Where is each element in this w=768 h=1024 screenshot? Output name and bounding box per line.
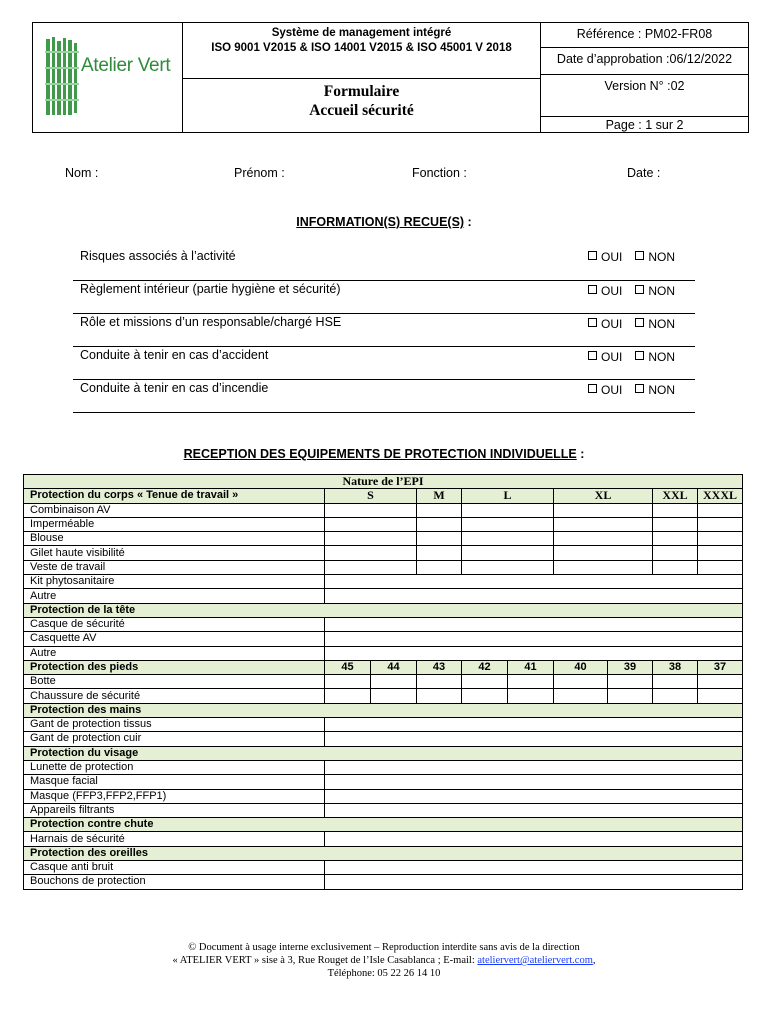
table-row xyxy=(24,675,743,689)
category-row xyxy=(24,489,743,503)
non-option[interactable]: NON xyxy=(635,250,675,264)
size-header: S xyxy=(325,489,417,503)
table-row xyxy=(24,503,743,517)
epi-item-label: Botte xyxy=(24,675,325,689)
oui-option[interactable]: OUI xyxy=(588,383,622,397)
entry-cell[interactable] xyxy=(325,632,743,646)
size-entry-cell[interactable] xyxy=(325,689,371,703)
size-entry-cell[interactable] xyxy=(371,689,417,703)
logo-cell xyxy=(33,23,183,132)
size-entry-cell[interactable] xyxy=(508,675,554,689)
size-entry-cell[interactable] xyxy=(462,517,554,531)
oui-option[interactable]: OUI xyxy=(588,317,622,331)
category-row xyxy=(24,603,743,617)
checkbox-icon[interactable] xyxy=(635,351,644,360)
size-entry-cell[interactable] xyxy=(462,546,554,560)
document-header xyxy=(32,22,749,133)
info-section-title: INFORMATION(S) RECUE(S) : xyxy=(296,215,472,229)
table-row xyxy=(24,775,743,789)
prenom-label: Prénom : xyxy=(234,166,285,180)
size-entry-cell[interactable] xyxy=(608,689,653,703)
size-entry-cell[interactable] xyxy=(325,517,417,531)
table-row xyxy=(24,532,743,546)
yes-no-options xyxy=(588,350,675,364)
form-title-cell xyxy=(183,79,541,132)
epi-item-label: Masque facial xyxy=(24,775,325,789)
entry-cell[interactable] xyxy=(325,760,743,774)
non-option[interactable]: NON xyxy=(635,350,675,364)
info-row xyxy=(73,380,695,413)
info-row xyxy=(73,347,695,380)
size-entry-cell[interactable] xyxy=(554,675,608,689)
info-question: Règlement intérieur (partie hygiène et sécurité) xyxy=(80,282,341,296)
shoe-size-header: 40 xyxy=(554,660,608,674)
email-link[interactable]: ateliervert@ateliervert.com xyxy=(477,955,593,966)
info-row xyxy=(73,314,695,347)
epi-item-label: Lunette de protection xyxy=(24,760,325,774)
checkbox-icon[interactable] xyxy=(635,285,644,294)
entry-cell[interactable] xyxy=(325,861,743,875)
epi-item-label: Casque de sécurité xyxy=(24,617,325,631)
size-entry-cell[interactable] xyxy=(698,546,743,560)
version: Version N° :02 xyxy=(541,75,748,117)
size-entry-cell[interactable] xyxy=(462,689,508,703)
category-label: Protection du corps « Tenue de travail » xyxy=(24,489,325,503)
size-entry-cell[interactable] xyxy=(653,560,698,574)
size-entry-cell[interactable] xyxy=(653,532,698,546)
epi-item-label: Harnais de sécurité xyxy=(24,832,325,846)
epi-item-label: Gant de protection tissus xyxy=(24,718,325,732)
size-entry-cell[interactable] xyxy=(608,675,653,689)
size-entry-cell[interactable] xyxy=(325,503,417,517)
info-question: Conduite à tenir en cas d’accident xyxy=(80,348,269,362)
size-entry-cell[interactable] xyxy=(698,675,743,689)
logo-text: Atelier Vert xyxy=(81,55,171,76)
epi-item-label: Blouse xyxy=(24,532,325,546)
category-label: Protection des oreilles xyxy=(24,846,743,860)
non-option[interactable]: NON xyxy=(635,317,675,331)
epi-section-title: RECEPTION DES EQUIPEMENTS DE PROTECTION INDIVIDUELLE : xyxy=(183,447,585,461)
size-entry-cell[interactable] xyxy=(371,675,417,689)
entry-cell[interactable] xyxy=(325,575,743,589)
date-label: Date : xyxy=(627,166,661,180)
size-entry-cell[interactable] xyxy=(462,503,554,517)
size-header: M xyxy=(417,489,462,503)
table-row xyxy=(24,646,743,660)
checkbox-icon[interactable] xyxy=(635,251,644,260)
size-entry-cell[interactable] xyxy=(554,560,653,574)
shoe-size-header: 39 xyxy=(608,660,653,674)
nom-label: Nom : xyxy=(65,166,99,180)
category-row xyxy=(24,818,743,832)
entry-cell[interactable] xyxy=(325,589,743,603)
table-row xyxy=(24,803,743,817)
epi-item-label: Combinaison AV xyxy=(24,503,325,517)
table-row xyxy=(24,760,743,774)
size-entry-cell[interactable] xyxy=(325,675,371,689)
epi-item-label: Gant de protection cuir xyxy=(24,732,325,746)
shoe-size-header: 42 xyxy=(462,660,508,674)
non-option[interactable]: NON xyxy=(635,383,675,397)
table-row xyxy=(24,560,743,574)
epi-item-label: Casquette AV xyxy=(24,632,325,646)
table-row xyxy=(24,617,743,631)
system-cell xyxy=(183,23,541,79)
size-entry-cell[interactable] xyxy=(653,503,698,517)
size-entry-cell[interactable] xyxy=(325,532,417,546)
category-label: Protection de la tête xyxy=(24,603,743,617)
yes-no-options xyxy=(588,284,675,298)
size-entry-cell[interactable] xyxy=(462,675,508,689)
checkbox-icon[interactable] xyxy=(588,285,597,294)
table-row xyxy=(24,861,743,875)
entry-cell[interactable] xyxy=(325,646,743,660)
shoe-size-header: 37 xyxy=(698,660,743,674)
size-entry-cell[interactable] xyxy=(508,689,554,703)
epi-item-label: Appareils filtrants xyxy=(24,803,325,817)
category-label: Protection contre chute xyxy=(24,818,743,832)
shoe-size-header: 38 xyxy=(653,660,698,674)
category-label: Protection des pieds xyxy=(24,660,325,674)
reference: Référence : PM02-FR08 xyxy=(541,23,748,48)
oui-option[interactable]: OUI xyxy=(588,350,622,364)
size-header: XL xyxy=(554,489,653,503)
checkbox-icon[interactable] xyxy=(588,251,597,260)
category-label: Protection des mains xyxy=(24,703,743,717)
fonction-label: Fonction : xyxy=(412,166,467,180)
table-row xyxy=(24,689,743,703)
epi-item-label: Autre xyxy=(24,646,325,660)
table-row xyxy=(24,875,743,889)
size-entry-cell[interactable] xyxy=(698,503,743,517)
entry-cell[interactable] xyxy=(325,803,743,817)
info-question: Rôle et missions d’un responsable/chargé HSE xyxy=(80,315,342,329)
checkbox-icon[interactable] xyxy=(588,384,597,393)
category-row xyxy=(24,846,743,860)
shoe-size-header: 43 xyxy=(417,660,462,674)
category-row xyxy=(24,746,743,760)
entry-cell[interactable] xyxy=(325,718,743,732)
size-entry-cell[interactable] xyxy=(462,560,554,574)
non-option[interactable]: NON xyxy=(635,284,675,298)
size-entry-cell[interactable] xyxy=(417,532,462,546)
epi-item-label: Bouchons de protection xyxy=(24,875,325,889)
checkbox-icon[interactable] xyxy=(635,384,644,393)
footer-copyright: © Document à usage interne exclusivement – Reproduction interdite sans avis de la direction xyxy=(188,942,580,953)
table-row xyxy=(24,789,743,803)
yes-no-options xyxy=(588,250,675,264)
table-row xyxy=(24,475,743,489)
size-entry-cell[interactable] xyxy=(698,560,743,574)
size-entry-cell[interactable] xyxy=(653,517,698,531)
size-entry-cell[interactable] xyxy=(698,532,743,546)
size-entry-cell[interactable] xyxy=(417,517,462,531)
size-entry-cell[interactable] xyxy=(417,689,462,703)
footer-phone: Téléphone: 05 22 26 14 10 xyxy=(327,968,441,979)
size-entry-cell[interactable] xyxy=(554,689,608,703)
table-row xyxy=(24,832,743,846)
epi-item-label: Autre xyxy=(24,589,325,603)
category-label: Protection du visage xyxy=(24,746,743,760)
size-entry-cell[interactable] xyxy=(325,546,417,560)
entry-cell[interactable] xyxy=(325,832,743,846)
size-entry-cell[interactable] xyxy=(653,675,698,689)
table-row xyxy=(24,732,743,746)
size-entry-cell[interactable] xyxy=(554,517,653,531)
table-row xyxy=(24,575,743,589)
epi-table xyxy=(23,474,743,890)
table-row xyxy=(24,517,743,531)
info-row xyxy=(73,281,695,314)
size-header: XXL xyxy=(653,489,698,503)
size-entry-cell[interactable] xyxy=(554,503,653,517)
entry-cell[interactable] xyxy=(325,775,743,789)
size-entry-cell[interactable] xyxy=(325,560,417,574)
page-number: Page : 1 sur 2 xyxy=(605,118,684,132)
table-row xyxy=(24,546,743,560)
epi-item-label: Chaussure de sécurité xyxy=(24,689,325,703)
epi-item-label: Masque (FFP3,FFP2,FFP1) xyxy=(24,789,325,803)
table-row xyxy=(24,589,743,603)
size-entry-cell[interactable] xyxy=(462,532,554,546)
table-row xyxy=(24,632,743,646)
table-row xyxy=(24,718,743,732)
nature-header: Nature de l’EPI xyxy=(24,475,743,489)
info-row xyxy=(73,248,695,281)
epi-item-label: Kit phytosanitaire xyxy=(24,575,325,589)
epi-item-label: Veste de travail xyxy=(24,560,325,574)
yes-no-options xyxy=(588,383,675,397)
entry-cell[interactable] xyxy=(325,617,743,631)
size-entry-cell[interactable] xyxy=(554,532,653,546)
oui-option[interactable]: OUI xyxy=(588,250,622,264)
shoe-size-header: 41 xyxy=(508,660,554,674)
entry-cell[interactable] xyxy=(325,732,743,746)
shoe-size-header: 45 xyxy=(325,660,371,674)
form-title: Accueil sécurité xyxy=(309,102,414,119)
system-title: Système de management intégré xyxy=(271,27,452,39)
size-header: L xyxy=(462,489,554,503)
size-header: XXXL xyxy=(698,489,743,503)
info-question: Risques associés à l’activité xyxy=(80,249,236,263)
category-row xyxy=(24,703,743,717)
approval-date: Date d’approbation :06/12/2022 xyxy=(541,48,748,75)
checkbox-icon[interactable] xyxy=(635,318,644,327)
yes-no-options xyxy=(588,317,675,331)
footer-address: « ATELIER VERT » sise à 3, Rue Rouget de l’Isle Casablanca ; E-mail: ateliervert@ateliervert.com, xyxy=(172,955,596,966)
entry-cell[interactable] xyxy=(325,875,743,889)
size-entry-cell[interactable] xyxy=(417,546,462,560)
size-entry-cell[interactable] xyxy=(653,546,698,560)
oui-option[interactable]: OUI xyxy=(588,284,622,298)
size-entry-cell[interactable] xyxy=(698,517,743,531)
form-label: Formulaire xyxy=(323,83,400,100)
epi-item-label: Casque anti bruit xyxy=(24,861,325,875)
shoe-size-header: 44 xyxy=(371,660,417,674)
epi-item-label: Imperméable xyxy=(24,517,325,531)
entry-cell[interactable] xyxy=(325,789,743,803)
checkbox-icon[interactable] xyxy=(588,351,597,360)
size-entry-cell[interactable] xyxy=(417,675,462,689)
epi-item-label: Gilet haute visibilité xyxy=(24,546,325,560)
size-entry-cell[interactable] xyxy=(417,560,462,574)
size-entry-cell[interactable] xyxy=(653,689,698,703)
size-entry-cell[interactable] xyxy=(698,689,743,703)
size-entry-cell[interactable] xyxy=(554,546,653,560)
info-question: Conduite à tenir en cas d’incendie xyxy=(80,381,269,395)
bamboo-logo-icon xyxy=(45,37,79,117)
checkbox-icon[interactable] xyxy=(588,318,597,327)
iso-standards: ISO 9001 V2015 & ISO 14001 V2015 & ISO 45001 V 2018 xyxy=(211,42,512,54)
category-row xyxy=(24,660,743,674)
size-entry-cell[interactable] xyxy=(417,503,462,517)
